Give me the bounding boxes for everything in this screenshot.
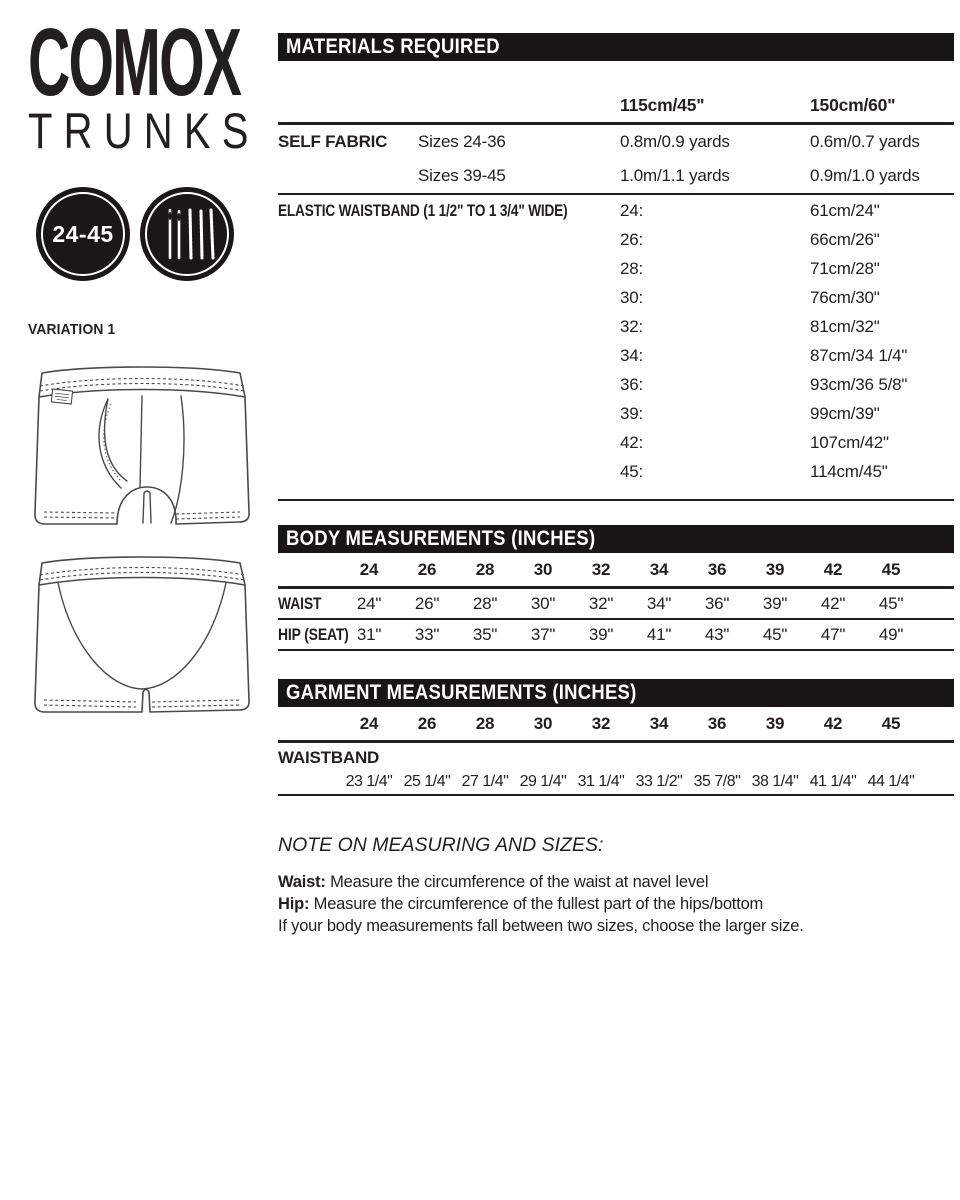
size-col: 42 — [823, 559, 843, 579]
elastic-length: 71cm/28" — [810, 258, 880, 278]
elastic-size: 30: — [620, 287, 644, 307]
waistband-value: 31 1/4" — [577, 773, 625, 790]
note-text: Measure the circumference of the waist at navel level — [325, 873, 709, 891]
front-view-drawing — [28, 360, 256, 532]
elastic-size: 26: — [620, 229, 644, 249]
elastic-size: 34: — [620, 345, 644, 365]
yardage-150: 0.9m/1.0 yards — [810, 166, 920, 185]
waistband-value: 44 1/4" — [867, 773, 915, 790]
size-range-label: 24-45 — [52, 220, 114, 247]
width-column-150: 150cm/60" — [810, 95, 896, 115]
sizes-range: Sizes 39-45 — [418, 166, 506, 185]
table-row — [278, 125, 954, 159]
hip-value: 35" — [472, 624, 498, 644]
waistband-row-label: WAISTBAND — [278, 748, 380, 767]
note-term: Waist: — [278, 873, 326, 891]
size-col: 36 — [707, 559, 727, 579]
table-row — [278, 196, 954, 225]
waist-value: 32" — [588, 593, 614, 613]
note-text: Measure the circumference of the fullest part of the hips/bottom — [309, 895, 764, 913]
waist-value: 26" — [414, 593, 440, 613]
fabric-width-header-row — [278, 61, 954, 125]
size-col: 26 — [417, 713, 437, 733]
pattern-name: COMOX — [28, 9, 241, 116]
garment-sizes-header-row — [278, 707, 954, 743]
row-label: WAIST — [278, 593, 322, 613]
hip-value: 45" — [762, 624, 788, 644]
elastic-length: 61cm/24" — [810, 200, 880, 220]
hip-value: 49" — [878, 624, 904, 644]
elastic-waistband-label: ELASTIC WAISTBAND (1 1/2" TO 1 3/4" WIDE) — [278, 200, 568, 220]
body-measurements-section-header — [278, 525, 954, 553]
elastic-size: 39: — [620, 403, 644, 423]
waist-value: 24" — [356, 593, 382, 613]
table-row — [278, 341, 954, 370]
table-row — [278, 283, 954, 312]
note-text: If your body measurements fall between two sizes, choose the larger size. — [278, 917, 804, 935]
garment-measurements-header-label: GARMENT MEASUREMENTS (INCHES) — [286, 681, 637, 704]
size-range-badge — [36, 187, 130, 281]
notes-heading: NOTE ON MEASURING AND SIZES: — [278, 834, 604, 856]
back-view-drawing — [28, 552, 256, 720]
waistband-value: 25 1/4" — [403, 773, 451, 790]
pattern-subname: TRUNKS — [28, 103, 260, 159]
elastic-length: 81cm/32" — [810, 316, 880, 336]
table-row — [278, 399, 954, 428]
yardage-115: 0.8m/0.9 yards — [620, 132, 730, 151]
note-line-hip — [278, 893, 954, 915]
waistband-value: 29 1/4" — [519, 773, 567, 790]
waist-value: 45" — [878, 593, 904, 613]
table-row — [278, 457, 954, 486]
note-line-between-sizes — [278, 915, 954, 937]
hip-value: 47" — [820, 624, 846, 644]
size-col: 30 — [533, 559, 553, 579]
waistband-value: 41 1/4" — [809, 773, 857, 790]
waist-value: 36" — [704, 593, 730, 613]
brand-tag — [51, 389, 72, 404]
waist-value: 30" — [530, 593, 556, 613]
elastic-size: 36: — [620, 374, 644, 394]
waistband-value: 23 1/4" — [345, 773, 393, 790]
needles-icon — [140, 187, 234, 281]
elastic-waistband-rows — [278, 195, 954, 501]
elastic-length: 87cm/34 1/4" — [810, 345, 908, 365]
size-col: 28 — [475, 559, 495, 579]
body-sizes-header-row — [278, 553, 954, 589]
table-row — [278, 370, 954, 399]
hip-row — [278, 620, 954, 651]
self-fabric-label: SELF FABRIC — [278, 132, 388, 151]
elastic-size: 45: — [620, 461, 644, 481]
waist-value: 34" — [646, 593, 672, 613]
elastic-size: 32: — [620, 316, 644, 336]
elastic-length: 99cm/39" — [810, 403, 880, 423]
waistband-value: 38 1/4" — [751, 773, 799, 790]
size-col: 39 — [765, 713, 785, 733]
yardage-115: 1.0m/1.1 yards — [620, 166, 730, 185]
size-col: 45 — [881, 713, 901, 733]
size-col: 32 — [591, 559, 611, 579]
table-row — [278, 428, 954, 457]
waist-row — [278, 589, 954, 620]
hip-value: 37" — [530, 624, 556, 644]
size-col: 36 — [707, 713, 727, 733]
waistband-value: 27 1/4" — [461, 773, 509, 790]
table-row — [278, 159, 954, 193]
hip-value: 33" — [414, 624, 440, 644]
size-col: 32 — [591, 713, 611, 733]
waist-value: 28" — [472, 593, 498, 613]
self-fabric-rows — [278, 125, 954, 195]
left-column — [28, 9, 262, 720]
hip-value: 39" — [588, 624, 614, 644]
elastic-length: 93cm/36 5/8" — [810, 374, 908, 394]
size-col: 24 — [359, 713, 379, 733]
needles-badge — [140, 187, 234, 281]
badges — [36, 187, 262, 281]
size-col: 30 — [533, 713, 553, 733]
table-row — [278, 312, 954, 341]
elastic-length: 107cm/42" — [810, 432, 889, 452]
size-col: 26 — [417, 559, 437, 579]
size-col: 28 — [475, 713, 495, 733]
variation-label: VARIATION 1 — [28, 321, 116, 338]
elastic-size: 28: — [620, 258, 644, 278]
note-term: Hip: — [278, 895, 310, 913]
size-col: 42 — [823, 713, 843, 733]
yardage-150: 0.6m/0.7 yards — [810, 132, 920, 151]
elastic-length: 114cm/45" — [810, 461, 888, 481]
pattern-title — [28, 9, 262, 159]
right-column — [278, 33, 954, 937]
table-row — [278, 225, 954, 254]
row-label: HIP (SEAT) — [278, 624, 349, 644]
waistband-value: 35 7/8" — [693, 773, 741, 790]
hip-value: 43" — [704, 624, 730, 644]
body-measurements-header-label: BODY MEASUREMENTS (INCHES) — [286, 527, 596, 550]
size-col: 34 — [649, 559, 669, 579]
hip-value: 41" — [646, 624, 672, 644]
size-col: 34 — [649, 713, 669, 733]
measuring-notes — [278, 834, 954, 937]
waistband-value: 33 1/2" — [635, 773, 683, 790]
width-column-115: 115cm/45" — [620, 95, 705, 115]
size-col: 39 — [765, 559, 785, 579]
table-row — [278, 254, 954, 283]
sizes-range: Sizes 24-36 — [418, 132, 506, 151]
size-col: 24 — [359, 559, 379, 579]
elastic-size: 24: — [620, 200, 644, 220]
hip-value: 31" — [356, 624, 382, 644]
materials-header-label: MATERIALS REQUIRED — [286, 35, 500, 58]
elastic-length: 66cm/26" — [810, 229, 880, 249]
garment-measurements-section-header — [278, 679, 954, 707]
waist-value: 42" — [820, 593, 846, 613]
elastic-length: 76cm/30" — [810, 287, 880, 307]
materials-section-header — [278, 33, 954, 61]
waistband-values-row — [278, 770, 954, 796]
note-line-waist — [278, 871, 954, 893]
size-col: 45 — [881, 559, 901, 579]
waist-value: 39" — [762, 593, 788, 613]
elastic-size: 42: — [620, 432, 644, 452]
